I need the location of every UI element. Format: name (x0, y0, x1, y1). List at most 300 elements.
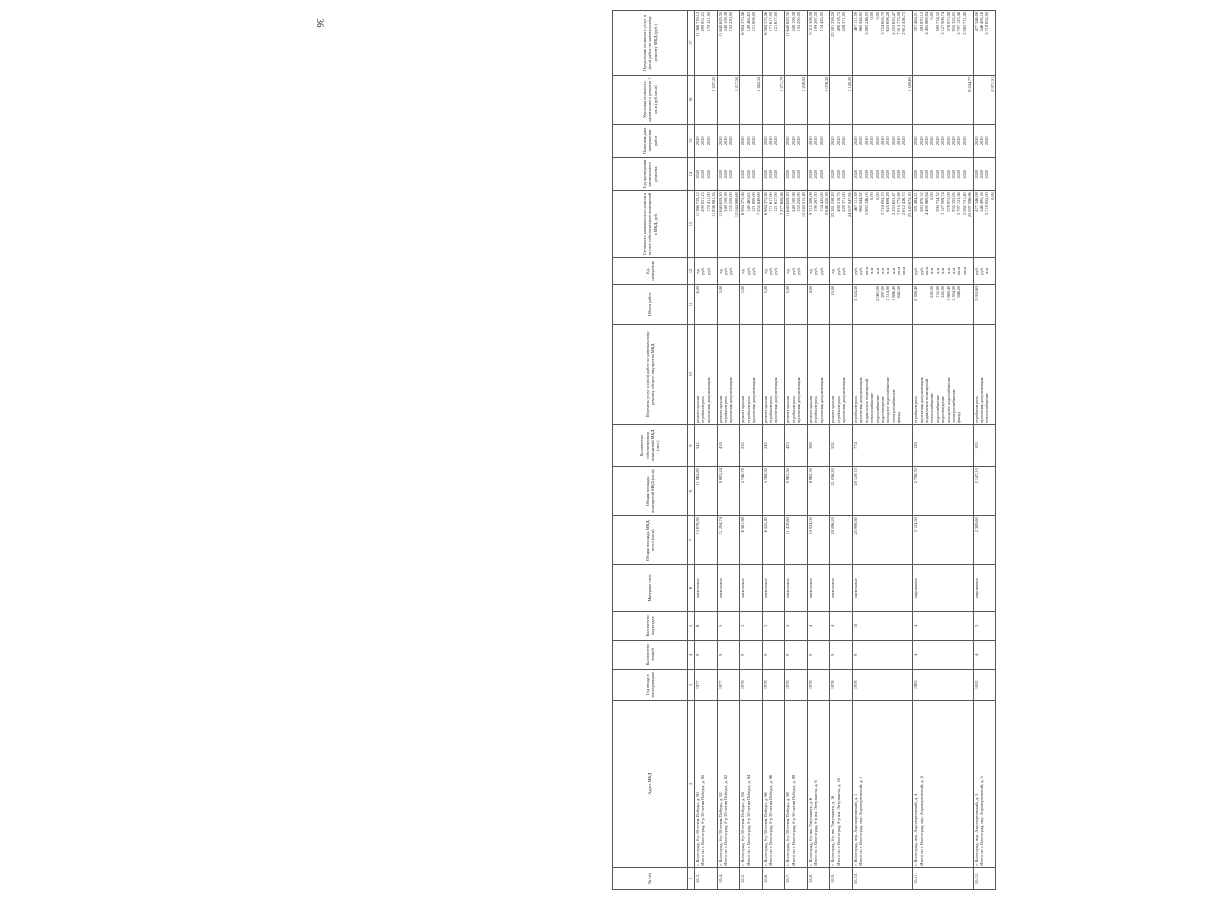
unit-cell-line: кв.м (863, 267, 869, 275)
unit-cost-cell-line: 1 169,63 (906, 76, 912, 92)
volume-cell-line: 3,00 (740, 285, 746, 294)
repair-year-cell-line: 2020 (858, 169, 864, 179)
limit-cost-cell-line: 170 411,00 (705, 12, 711, 32)
unit-cell-line: руб. (700, 267, 706, 275)
works-cell-line: водоотведение (879, 396, 885, 423)
end-date-cell (740, 124, 763, 157)
end-date-cell-line: 2020 (934, 136, 940, 146)
address-cell (973, 700, 996, 867)
end-date-cell-line: 2020 (740, 136, 746, 146)
works-cell-line: электроснабжение (950, 389, 956, 423)
repair-year-cell-line: 2020 (945, 169, 951, 179)
unit-cell-line: п.м (950, 267, 956, 275)
end-date-cell-line: 2020 (890, 136, 896, 146)
cost-cell (740, 191, 763, 258)
wall-material-cell: кирпичные (913, 565, 973, 612)
cost-cell (852, 191, 912, 258)
unit-cell-line: руб. (728, 267, 734, 275)
works-cell-line: стройконтроль (790, 395, 796, 423)
unit-cost-cell-line: 1 271,79 (778, 76, 784, 92)
limit-cost-cell-line: 467 111,59 (852, 12, 858, 32)
entrances-cell: 4 (830, 611, 853, 640)
repair-year-cell (717, 157, 740, 190)
volume-cell (973, 284, 996, 324)
repair-year-cell-line: 2020 (768, 169, 774, 179)
limit-cost-cell-line: 4 495 869,84 (924, 12, 930, 35)
owners-cell: 103 (973, 424, 996, 466)
address-cell-line: г. Волгоград, б-р 30-летия Победы, д. 86 (762, 792, 768, 866)
floors-cell: 9 (740, 640, 763, 669)
cost-cell-line: 249 109,38 (790, 192, 796, 212)
repair-year-cell (785, 157, 808, 190)
end-date-cell-line: 2020 (929, 136, 935, 146)
table-row (913, 11, 973, 890)
cost-cell-line: 0,00 (869, 192, 875, 200)
repair-year-cell-line: 2020 (984, 169, 990, 179)
repair-year-cell-line: 2020 (950, 169, 956, 179)
cost-cell-line: 24 007 847,95 (846, 192, 852, 218)
unit-cell-line: руб. (813, 267, 819, 275)
unit-cell-line: руб. (768, 267, 774, 275)
end-date-cell-line: 2020 (818, 136, 824, 146)
unit-cell-line: руб. (745, 267, 751, 275)
limit-cost-cell-line: 0,00 (874, 12, 880, 20)
volume-cell (695, 284, 718, 324)
unit-cell-line: руб. (918, 267, 924, 275)
works-cell-line: холодное водоснабжение (885, 377, 891, 423)
limit-cost-cell-line: 11 640 629,30 (717, 12, 723, 37)
works-cell-line: стройконтроль (722, 395, 728, 423)
cost-cell-line: 11 366 739,12 (695, 192, 700, 217)
limit-cost-cell-line: 6 984 375,56 (740, 12, 746, 35)
end-date-cell-line: 2020 (913, 136, 919, 146)
cost-cell-line: 583 870,12 (918, 192, 924, 212)
rooms-area-cell: 5 768,50 (762, 467, 785, 516)
entrances-cell: 3 (740, 611, 763, 640)
repair-year-cell-line: 2020 (913, 169, 919, 179)
works-cell-line: стройконтроль (973, 395, 979, 423)
volume-cell-line: 245,00 (929, 285, 935, 298)
works-cell-line: водоотведение (940, 396, 946, 423)
limit-cost-cell-line: 2 253 653,47 (890, 12, 896, 35)
total-area-cell: 6 553,40 (762, 516, 785, 565)
unit-cell-line: п.м (945, 267, 951, 275)
header-cell: Стоимость капитального ремонта за счет собственников помещений в МКД, руб. (613, 191, 688, 258)
cost-cell-line: 625 698,28 (885, 192, 891, 212)
header-cell: Ед. измерения (613, 258, 688, 285)
volume-cell-line: 3 055,65 (973, 285, 979, 301)
year-cell: 1978 (830, 669, 853, 700)
works-cell-line: теплоснабжение (869, 392, 875, 423)
works-cell (717, 324, 740, 424)
table-row (807, 11, 830, 890)
limit-cost-cell-line: 134 425,00 (818, 12, 824, 32)
volume-cell (762, 284, 785, 324)
end-date-cell-line: 2020 (835, 136, 841, 146)
unit-cell-line: руб. (790, 267, 796, 275)
end-date-cell (973, 124, 996, 157)
unit-cell (695, 258, 718, 285)
header-cell: Предельная стоимость услуг и (или) работ по капитальному ремонту МКД (руб.) (613, 11, 688, 76)
cost-cell-line: 5 718 852,00 (984, 192, 990, 215)
end-date-cell-line: 2020 (841, 136, 847, 146)
limit-cost-cell-line: 121 617,00 (773, 12, 779, 32)
works-cell-line: теплоснабжение (984, 392, 990, 423)
unit-cell (717, 258, 740, 285)
unit-cell-line: руб. (750, 267, 756, 275)
works-cell-line: ремонт крыши (717, 396, 723, 423)
cost-cell-line: 199 287,30 (813, 192, 819, 212)
unit-cost-cell-line: 1 217,50 (733, 76, 739, 92)
cost-cell-line: 9 646 220,38 (823, 192, 829, 215)
works-cell-line: проектная документация (841, 377, 847, 423)
cost-cell-line: 11 640 629,30 (717, 192, 723, 217)
cost-cell-line: 299 831,23 (700, 192, 706, 212)
row-number: 55.5. (740, 867, 763, 889)
floors-cell: 9 (717, 640, 740, 669)
owners-cell: 433 (785, 424, 808, 466)
capital-repair-table (612, 10, 996, 890)
total-area-cell: 13 678,80 (695, 516, 718, 565)
cost-cell-line: 7 015 775,58 (896, 192, 902, 215)
limit-cost-cell-line: 7 015 775,58 (896, 12, 902, 35)
end-date-cell-line: 2020 (813, 136, 819, 146)
cost-cell-line: 590 734,32 (934, 192, 940, 212)
repair-year-cell-line: 2020 (869, 169, 875, 179)
address-cell-line: г. Волгоград, б-р 30-летия Победы, д. 84 (740, 792, 746, 866)
column-number: 3 (688, 669, 695, 700)
unit-cost-cell-line: 1 262,52 (756, 76, 762, 92)
unit-cell-line: ед. (785, 268, 791, 274)
address-cell (762, 700, 785, 867)
cost-cell-line: 6 984 375,56 (762, 192, 768, 215)
column-number: 10 (688, 324, 695, 424)
owners-cell: 532 (830, 424, 853, 466)
works-cell (913, 324, 973, 424)
address-cell (717, 700, 740, 867)
limit-cost-cell-line: 960 944,92 (858, 12, 864, 32)
unit-cost-cell-line: 2 971,51 (989, 76, 995, 92)
repair-year-cell-line: 2020 (874, 169, 880, 179)
end-date-cell-line: 2020 (785, 136, 791, 146)
repair-year-cell-line: 2020 (813, 169, 819, 179)
unit-cell-line: ед. (762, 268, 768, 274)
unit-cell-line: п.м (879, 267, 885, 275)
cost-cell-line: 546 495,16 (978, 192, 984, 212)
column-number: 14 (688, 157, 695, 190)
end-date-cell (762, 124, 785, 157)
repair-year-cell-line: 2020 (740, 169, 746, 179)
rooms-area-cell: 2 796,70 (913, 467, 973, 516)
end-date-cell-line: 2020 (950, 136, 956, 146)
owners-cell: 542 (695, 424, 718, 466)
unit-cost-cell (852, 75, 912, 124)
repair-year-cell-line: 2020 (717, 169, 723, 179)
owners-cell: 232 (740, 424, 763, 466)
table-row (830, 11, 853, 890)
repair-year-cell-line: 2020 (890, 169, 896, 179)
volume-cell-line: 1 314,00 (885, 285, 891, 301)
unit-cell-line: п.м (934, 267, 940, 275)
cost-cell-line: 0,00 (874, 192, 880, 200)
repair-year-cell-line: 2020 (924, 169, 930, 179)
cost-cell-line: 149 465,63 (745, 192, 751, 212)
unit-cell-line: ед. (830, 268, 836, 274)
limit-cost-cell-line: 23 281 258,20 (830, 12, 836, 37)
repair-year-cell-line: 2020 (973, 169, 979, 179)
table-row (740, 11, 763, 890)
cost-cell-line: 12 045 013,48 (801, 192, 807, 218)
row-number: 55.3. (695, 867, 718, 889)
volume-cell (913, 284, 973, 324)
cost-cell-line: 23 543 672,30 (906, 192, 912, 218)
works-cell-line: проектная документация (728, 377, 734, 423)
cost-cell-line: 4 495 869,84 (924, 192, 930, 215)
works-cell-line: проектная документация (918, 377, 924, 423)
works-cell-line: проектная документация (796, 377, 802, 423)
column-number: 9 (688, 424, 695, 466)
header-cell: № п/п (613, 867, 688, 889)
repair-year-cell-line: 2020 (978, 169, 984, 179)
end-date-cell-line: 2020 (700, 136, 706, 146)
works-cell-line: стройконтроль (835, 395, 841, 423)
entrances-cell: 4 (807, 611, 830, 640)
unit-cell-line: ед. (695, 268, 700, 274)
end-date-cell-line: 2020 (874, 136, 880, 146)
rooms-area-cell: 2 147,10 (973, 467, 996, 516)
cost-cell-line: 391 484,21 (913, 192, 919, 212)
limit-cost-cell-line: 2 082 731,40 (961, 12, 967, 35)
entrances-cell: 10 (852, 611, 912, 640)
end-date-cell-line: 2020 (879, 136, 885, 146)
unit-cost-cell (695, 75, 718, 124)
floors-cell: 4 (913, 640, 973, 669)
year-cell: 1977 (695, 669, 718, 700)
limit-cost-cell-line: 155 250,00 (728, 12, 734, 32)
column-number: 12 (688, 258, 695, 285)
end-date-cell-line: 2020 (984, 136, 990, 146)
repair-year-cell-line: 2020 (790, 169, 796, 179)
unit-cost-cell (913, 75, 973, 124)
address-cell-line: г. Волгоград, б-р 30-летия Победы, д. 82 (717, 792, 723, 866)
limit-cost-cell-line: 171 617,00 (768, 12, 774, 32)
row-number: 55.9. (830, 867, 853, 889)
volume-cell-line: 6,00 (695, 285, 700, 294)
volume-cell-line: 2 389,40 (913, 285, 919, 301)
end-date-cell-line: 2020 (807, 136, 813, 146)
volume-cell (740, 284, 763, 324)
unit-cell-line: кв.м (956, 267, 962, 275)
floors-cell: 9 (785, 640, 808, 669)
volume-cell (717, 284, 740, 324)
cost-cell-line: 3 724 805,70 (879, 192, 885, 215)
works-cell-line: стройконтроль (813, 395, 819, 423)
repair-year-cell-line: 2020 (762, 169, 768, 179)
limit-cost-cell (740, 11, 763, 76)
limit-cost-cell (785, 11, 808, 76)
repair-year-cell-line: 2020 (835, 169, 841, 179)
total-area-cell: 3 124,50 (913, 516, 973, 565)
works-cell (852, 324, 912, 424)
works-cell-line: ремонт крыши (695, 396, 700, 423)
limit-cost-cell-line: 155 250,00 (796, 12, 802, 32)
limit-cost-cell-line: 6 984 375,56 (762, 12, 768, 35)
works-cell (740, 324, 763, 424)
works-cell-line: проектная документация (858, 377, 864, 423)
unit-cost-cell-line: 1 076,30 (823, 76, 829, 92)
cost-cell-line: 2 612 436,73 (901, 192, 907, 215)
limit-cost-cell-line: 625 698,28 (885, 12, 891, 32)
works-cell-line: ремонт крыши (785, 396, 791, 423)
repair-year-cell (695, 157, 718, 190)
cost-cell-line: 935 355,05 (950, 192, 956, 212)
rooms-area-cell: 5 746,78 (740, 467, 763, 516)
unit-cell-line: ед. (717, 268, 723, 274)
year-cell: 1978 (740, 669, 763, 700)
header-cell: Общая площадь МКД, всего (кв.м) (613, 516, 688, 565)
address-cell (913, 700, 973, 867)
row-number: 55.4. (717, 867, 740, 889)
unit-cell-line: руб. (913, 267, 919, 275)
floors-cell: 9 (807, 640, 830, 669)
header-cell: Адрес МКД (613, 700, 688, 867)
wall-material-cell: панельные (717, 565, 740, 612)
works-cell-line: проектная документация (750, 377, 756, 423)
unit-cell-line: кв.м (961, 267, 967, 275)
volume-cell (785, 284, 808, 324)
column-number: 16 (688, 75, 695, 124)
volume-cell-line: 1 886,40 (890, 285, 896, 301)
unit-cell (785, 258, 808, 285)
cost-cell-line: 171 617,00 (768, 192, 774, 212)
works-cell (785, 324, 808, 424)
address-cell-line: Итого по г. Волгоград, б-р 30-летия Победы, д. 88 (790, 774, 796, 866)
end-date-cell-line: 2020 (717, 136, 723, 146)
address-cell (852, 700, 912, 867)
works-cell (830, 324, 853, 424)
address-cell-line: Итого по г. Волгоград, б-р 30-летия Победы, д. 86 (768, 774, 774, 866)
limit-cost-cell (807, 11, 830, 76)
volume-cell-line: 4,00 (807, 285, 813, 294)
header-row (613, 11, 688, 890)
limit-cost-cell-line: 9 312 508,08 (807, 12, 813, 35)
end-date-cell (695, 124, 718, 157)
owners-cell: 128 (913, 424, 973, 466)
volume-cell-line: 132,00 (934, 285, 940, 298)
unit-cell-line: п.м (874, 267, 880, 275)
cost-cell-line: 960 944,92 (858, 192, 864, 212)
volume-cell-line: 5,00 (762, 285, 768, 294)
end-date-cell-line: 2020 (901, 136, 907, 146)
cost-cell-line: 121 617,00 (773, 192, 779, 212)
limit-cost-cell-line: 121 809,00 (750, 12, 756, 32)
unit-cell-line: п.м (984, 267, 990, 275)
limit-cost-cell-line: 11 366 739,12 (695, 12, 700, 37)
year-cell: 1963 (913, 669, 973, 700)
unit-cell-line: п.м (929, 267, 935, 275)
column-number: 1 (688, 867, 695, 889)
entrances-cell: 3 (762, 611, 785, 640)
works-cell-line: проектная документация (978, 377, 984, 423)
works-cell-line: водоснабжение (934, 395, 940, 423)
repair-year-cell-line: 2020 (818, 169, 824, 179)
volume-cell-line: 642,50 (896, 285, 902, 298)
address-cell-line: Итого по г. Волгоград, б-р 30-летия Победы, д. 82 (722, 774, 728, 866)
volume-cell-line: 245,00 (940, 285, 946, 298)
cost-cell-line: 2 253 653,47 (890, 192, 896, 215)
cost-cell-line: 249 109,38 (722, 192, 728, 212)
year-cell: 1978 (807, 669, 830, 700)
floors-cell: 4 (973, 640, 996, 669)
works-cell-line: проектная документация (705, 377, 711, 423)
unit-cell (762, 258, 785, 285)
repair-year-cell-line: 2020 (773, 169, 779, 179)
cost-cell-line: 25 097 096,06 (967, 192, 973, 218)
rooms-area-cell: 21 056,20 (830, 467, 853, 516)
repair-year-cell (973, 157, 996, 190)
limit-cost-cell-line: 11 640 629,30 (785, 12, 791, 37)
unit-cell-line: руб. (858, 267, 864, 275)
owners-cell: 245 (762, 424, 785, 466)
end-date-cell-line: 2020 (940, 136, 946, 146)
cost-cell-line: 2 082 731,40 (961, 192, 967, 215)
unit-cell-line: руб. (978, 267, 984, 275)
table-row (695, 11, 718, 890)
floors-cell: 9 (762, 640, 785, 669)
row-number: 55.7. (785, 867, 808, 889)
address-cell-line: г. Волгоград, б-р 30-летия Победы, д. 88 (785, 792, 791, 866)
limit-cost-cell-line: 546 495,16 (978, 12, 984, 32)
wall-material-cell: панельные (695, 565, 718, 612)
works-cell-line: стройконтроль (913, 395, 919, 423)
limit-cost-cell-line: 5 718 852,00 (984, 12, 990, 35)
address-cell (807, 700, 830, 867)
volume-cell (830, 284, 853, 324)
floors-cell: 9 (695, 640, 718, 669)
repair-year-cell-line: 2020 (841, 169, 847, 179)
limit-cost-cell-line: 0,00 (929, 12, 935, 20)
repair-year-cell-line: 2020 (728, 169, 734, 179)
end-date-cell-line: 2020 (790, 136, 796, 146)
address-cell (830, 700, 853, 867)
total-area-cell: 2 389,60 (973, 516, 996, 565)
table-row (852, 11, 912, 890)
repair-year-cell (830, 157, 853, 190)
cost-cell (807, 191, 830, 258)
limit-cost-cell-line: 199 287,30 (813, 12, 819, 32)
repair-year-cell-line: 2020 (722, 169, 728, 179)
unit-cell-line: ед. (740, 268, 746, 274)
end-date-cell-line: 2020 (945, 136, 951, 146)
cost-cell (717, 191, 740, 258)
year-cell: 1978 (852, 669, 912, 700)
cost-cell-line: 170 411,00 (705, 192, 711, 212)
works-cell (762, 324, 785, 424)
address-cell-line: Итого по г. Волгоград, б-р им. Энтузиаста, д. 16 (835, 778, 841, 866)
unit-cell-line: руб. (796, 267, 802, 275)
repair-year-cell-line: 2020 (885, 169, 891, 179)
owners-cell: 418 (717, 424, 740, 466)
cost-cell-line: 228 371,00 (841, 192, 847, 212)
floors-cell: 9 (852, 640, 912, 669)
volume-cell-line: 5,00 (785, 285, 791, 294)
address-cell-line: г. Волгоград, б-р им. Энтузиаста, д. 16 (830, 795, 836, 866)
end-date-cell-line: 2020 (918, 136, 924, 146)
unit-cost-cell-line: 1 140,20 (846, 76, 852, 92)
works-cell-line: стройконтроль (852, 395, 858, 423)
end-date-cell-line: 2020 (961, 136, 967, 146)
end-date-cell-line: 2020 (885, 136, 891, 146)
